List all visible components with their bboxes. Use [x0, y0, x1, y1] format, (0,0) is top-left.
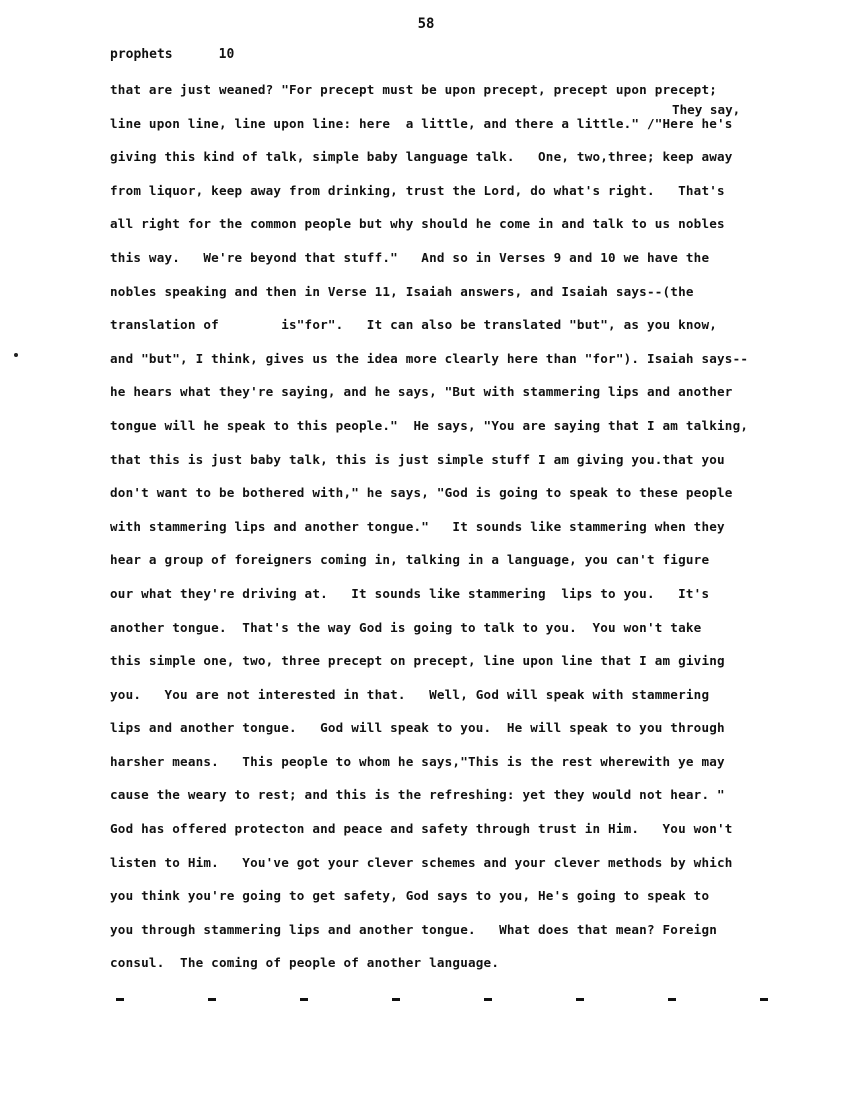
divider-dash	[576, 998, 584, 1001]
margin-mark	[14, 353, 18, 357]
section-divider	[0, 998, 852, 1004]
text-line: you. You are not interested in that. Well, God will speak with stammering	[110, 686, 710, 702]
text-line: from liquor, keep away from drinking, trust the Lord, do what's right. That's	[110, 182, 725, 198]
text-line: giving this kind of talk, simple baby language talk. One, two,three; keep away	[110, 149, 733, 165]
text-line: another tongue. That's the way God is going to talk to you. You won't take	[110, 619, 702, 635]
text-line: and "but", I think, gives us the idea more clearly here than "for"). Isaiah says--	[110, 350, 749, 366]
text-line: harsher means. This people to whom he says,"This is the rest wherewith ye may	[110, 753, 725, 769]
interlinear-insert: They say,	[672, 102, 741, 117]
text-line: with stammering lips and another tongue." It sounds like stammering when they	[110, 518, 725, 534]
text-line: nobles speaking and then in Verse 11, Isaiah answers, and Isaiah says--(the	[110, 283, 694, 299]
text-line: this way. We're beyond that stuff." And so in Verses 9 and 10 we have the	[110, 249, 710, 265]
divider-dash	[300, 998, 308, 1001]
text-line: this simple one, two, three precept on precept, line upon line that I am giving	[110, 653, 725, 669]
divider-dash	[116, 998, 124, 1001]
divider-dash	[484, 998, 492, 1001]
section-header	[110, 47, 234, 62]
text-line: that this is just baby talk, this is just simple stuff I am giving you.that you	[110, 451, 725, 467]
text-line: consul. The coming of people of another language.	[110, 955, 500, 971]
text-line: translation of is"for". It can also be translated "but", as you know,	[110, 317, 718, 333]
text-line: he hears what they're saying, and he says, "But with stammering lips and another	[110, 384, 733, 400]
divider-dash	[668, 998, 676, 1001]
divider-dash	[392, 998, 400, 1001]
text-line: God has offered protecton and peace and safety through trust in Him. You won't	[110, 821, 733, 837]
text-line: that are just weaned? "For precept must be upon precept, precept upon precept;	[110, 82, 718, 97]
header-number: 10	[218, 47, 235, 62]
text-line: our what they're driving at. It sounds like stammering lips to you. It's	[110, 585, 710, 601]
text-line: hear a group of foreigners coming in, talking in a language, you can't figure	[110, 552, 710, 568]
text-line: you think you're going to get safety, God says to you, He's going to speak to	[110, 888, 710, 904]
page-number: 58	[417, 16, 435, 32]
text-line: don't want to be bothered with," he says, "God is going to speak to these people	[110, 485, 733, 501]
header-label: prophets	[110, 47, 173, 62]
divider-dash	[760, 998, 768, 1001]
text-line: tongue will he speak to this people." He says, "You are saying that I am talking,	[110, 417, 749, 433]
text-line: all right for the common people but why should he come in and talk to us nobles	[110, 216, 725, 232]
text-line: line upon line, line upon line: here a little, and there a little." /"Here he's	[110, 115, 733, 131]
text-line: listen to Him. You've got your clever schemes and your clever methods by which	[110, 854, 733, 870]
text-line: lips and another tongue. God will speak to you. He will speak to you through	[110, 720, 725, 736]
text-line: you through stammering lips and another tongue. What does that mean? Foreign	[110, 921, 718, 937]
text-line: cause the weary to rest; and this is the refreshing: yet they would not hear. "	[110, 787, 725, 803]
divider-dash	[208, 998, 216, 1001]
body-text	[110, 80, 810, 987]
